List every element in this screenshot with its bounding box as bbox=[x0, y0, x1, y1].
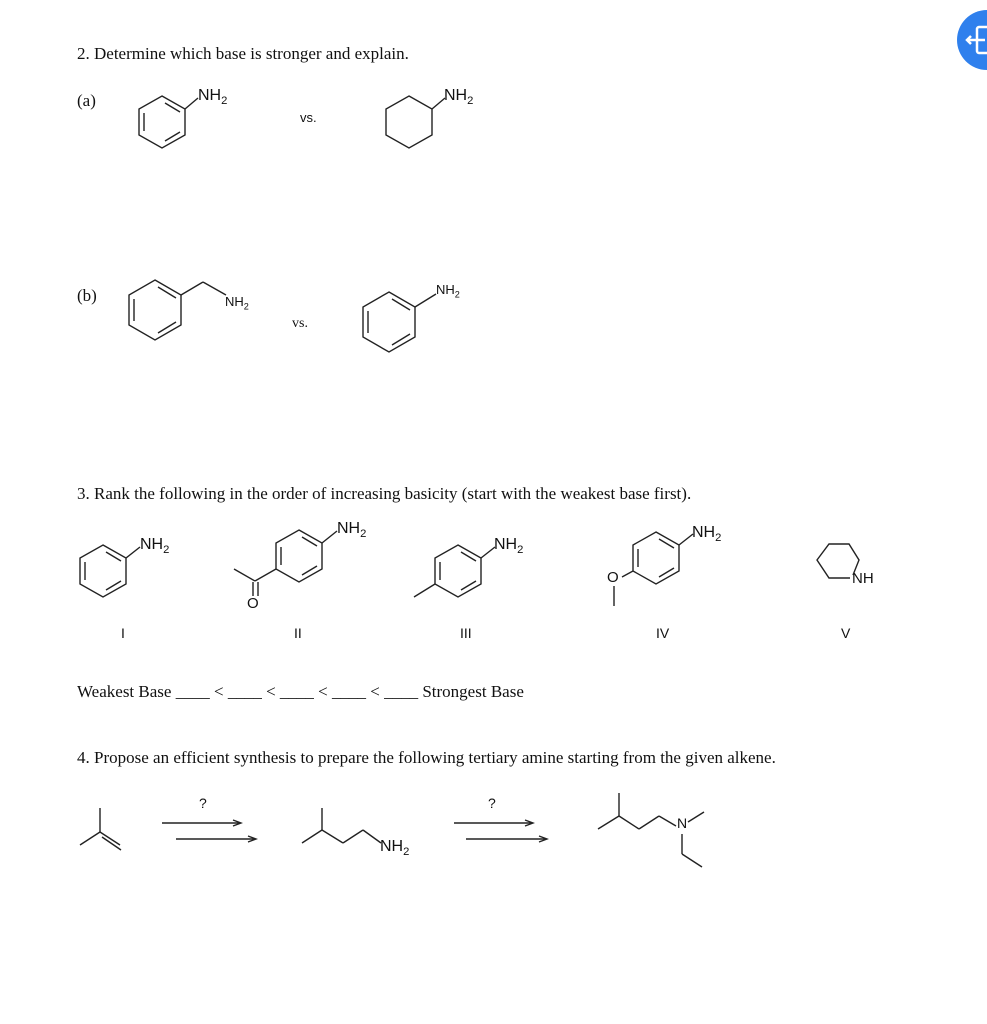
q3-c3-nh2: $NH_2$ bbox=[494, 536, 524, 557]
blank-2: ____ bbox=[227, 682, 262, 701]
q3-c4-nh2: $NH_2$ bbox=[692, 524, 722, 545]
q2a-benzylamine-structure bbox=[139, 96, 198, 148]
q3-c2-oxygen: O bbox=[247, 595, 259, 612]
q3-numeral-2: II bbox=[294, 625, 302, 641]
lt-1: < bbox=[213, 682, 224, 701]
q3-c1-nh2: $NH_2$ bbox=[140, 536, 170, 557]
q4-amine-intermediate-structure bbox=[302, 808, 381, 843]
blank-4: ____ bbox=[332, 682, 366, 701]
q4-arrow-2 bbox=[454, 820, 547, 842]
q2b-right-nh2: $NH_2$ bbox=[436, 282, 460, 300]
q2a-left-nh2: $NH_2$ bbox=[198, 87, 228, 108]
q3-numeral-3: III bbox=[460, 625, 472, 641]
blank-3: ____ bbox=[279, 682, 314, 701]
blank-1: ____ bbox=[175, 682, 210, 701]
q2a-vs: vs. bbox=[300, 110, 317, 125]
blank-5: ____ bbox=[384, 682, 419, 701]
q4-arrow-1 bbox=[162, 820, 256, 842]
q2b-phenethylamine-structure bbox=[129, 280, 226, 340]
q3-compound-1-structure bbox=[80, 545, 140, 597]
q3-c2-nh2: $NH_2$ bbox=[337, 520, 367, 541]
q3-title: 3. Rank the following in the order of increasing basicity (start with the weakest base first). bbox=[77, 484, 692, 503]
q2b-vs: vs. bbox=[292, 316, 308, 331]
strongest-label: Strongest Base bbox=[422, 682, 524, 701]
q3-numeral-5: V bbox=[841, 625, 851, 641]
expand-icon bbox=[965, 24, 987, 56]
q2a-right-nh2: $NH_2$ bbox=[444, 87, 474, 108]
lt-4: < bbox=[370, 682, 380, 701]
q3-compound-5-structure bbox=[817, 544, 859, 578]
q3-c5-nh: NH bbox=[852, 570, 874, 587]
q2b-benzylamine-structure bbox=[363, 292, 436, 352]
q4-step1: ? bbox=[199, 795, 207, 811]
q4-intermediate-nh2: $NH_2$ bbox=[380, 838, 410, 859]
weakest-label: Weakest Base bbox=[77, 682, 172, 701]
q3-compound-2-structure bbox=[234, 530, 337, 596]
q4-step2: ? bbox=[488, 795, 496, 811]
q3-numeral-4: IV bbox=[656, 625, 670, 641]
q4-tertiary-amine-structure bbox=[598, 793, 704, 867]
q2a-label: (a) bbox=[77, 91, 96, 110]
q2a-cyclohexyl-structure bbox=[386, 96, 445, 148]
q3-numeral-1: I bbox=[121, 625, 125, 641]
q3-compound-4-structure bbox=[614, 532, 693, 606]
q2b-left-nh2: $NH_2$ bbox=[225, 294, 249, 312]
lt-3: < bbox=[318, 682, 328, 701]
q2b-label: (b) bbox=[77, 286, 97, 305]
q4-alkene-structure bbox=[80, 808, 121, 850]
q2-title: 2. Determine which base is stronger and explain. bbox=[77, 44, 409, 63]
q4-title: 4. Propose an efficient synthesis to prepare the following tertiary amine starting from the given alkene. bbox=[77, 748, 776, 767]
lt-2: < bbox=[266, 682, 276, 701]
q3-c4-oxygen: O bbox=[607, 569, 619, 586]
q3-compound-3-structure bbox=[414, 545, 495, 597]
q4-product-n: N bbox=[677, 815, 688, 831]
